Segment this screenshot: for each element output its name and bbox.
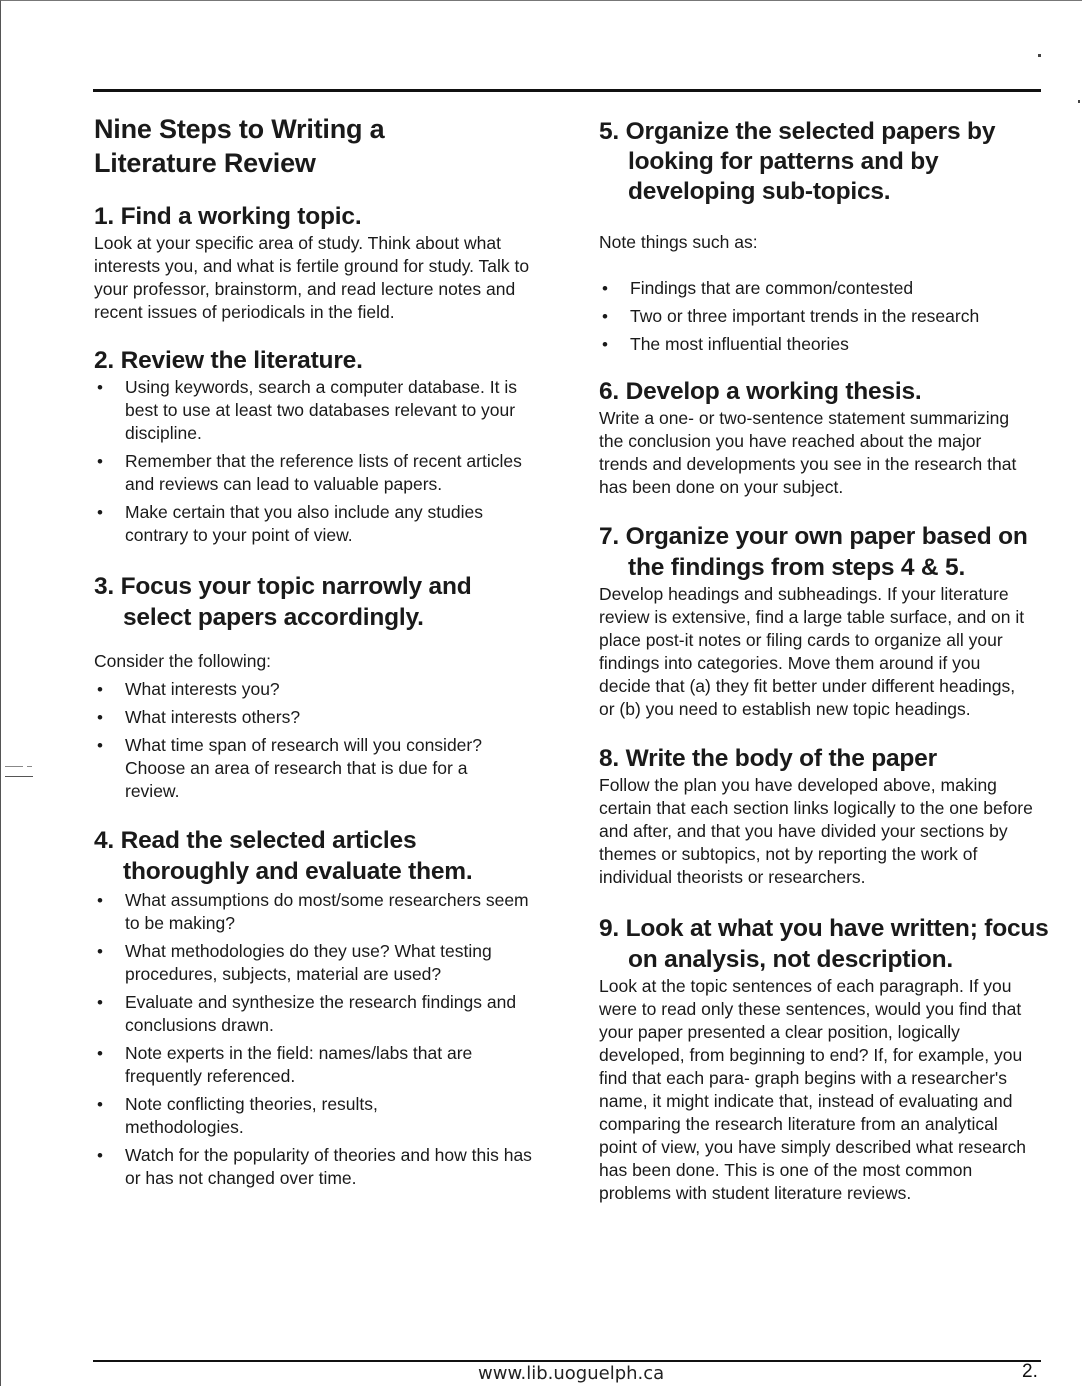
- list-item: • Evaluate and synthesize the research findings and conclusions drawn.: [94, 991, 545, 1037]
- list-item: • What interests you?: [94, 678, 534, 701]
- step-1-heading: 1. Find a working topic.: [94, 203, 362, 230]
- step-9-heading: 9. Look at what you have written; focus on analysis, not description.: [599, 915, 1049, 973]
- margin-mark: [5, 766, 23, 767]
- step-5-bullet-list: [599, 277, 1039, 356]
- step-1-paragraph: Look at your specific area of study. Think about what interests you, and what is fertile ground for study. Talk to your professor, brainstorm, and read lecture notes and recent issues of periodicals in the field.: [94, 233, 530, 322]
- step-5-intro: Note things such as:: [599, 232, 758, 252]
- step-2: [94, 345, 544, 547]
- step-4: [94, 825, 544, 1190]
- right-column: [599, 117, 1049, 1205]
- list-item: • Make certain that you also include any studies contrary to your point of view.: [94, 501, 534, 547]
- margin-mark: [27, 766, 32, 767]
- step-3-heading: 3. Focus your topic narrowly and select papers accordingly.: [94, 573, 472, 631]
- top-rule: [93, 89, 1041, 92]
- step-8: [599, 743, 1039, 889]
- step-8-paragraph: Follow the plan you have developed above, making certain that each section links logically to the one before and after, and that you have divided your sections by themes or subtopics, not by reporting the work of individual theorists or researchers.: [599, 775, 1033, 887]
- step-6-heading: 6. Develop a working thesis.: [599, 378, 922, 405]
- list-item: • Two or three important trends in the research: [599, 305, 1039, 328]
- page-number: 2.: [1022, 1361, 1038, 1382]
- page-title: Nine Steps to Writing a Literature Review: [94, 114, 385, 178]
- scan-speck: [1078, 100, 1080, 103]
- list-item: • What methodologies do they use? What testing procedures, subjects, material are used?: [94, 940, 510, 986]
- list-item: • Findings that are common/contested: [599, 277, 1039, 300]
- list-item: • Note experts in the field: names/labs that are frequently referenced.: [94, 1042, 545, 1088]
- list-item: • Using keywords, search a computer database. It is best to use at least two databases relevant to your discipline.: [94, 376, 534, 445]
- step-4-bullet-list: [94, 889, 534, 1190]
- step-7: [599, 521, 1039, 721]
- step-3: [94, 571, 544, 803]
- step-3-intro: Consider the following:: [94, 651, 272, 671]
- step-8-heading: 8. Write the body of the paper: [599, 745, 937, 772]
- scan-speck: [1038, 54, 1041, 57]
- step-2-bullet-list: [94, 376, 534, 547]
- list-item: • What time span of research will you consider? Choose an area of research that is due for a review.: [94, 734, 525, 803]
- footer-url[interactable]: www.lib.uoguelph.ca: [478, 1363, 665, 1384]
- step-2-heading: 2. Review the literature.: [94, 347, 363, 374]
- step-7-paragraph: Develop headings and subheadings. If your literature review is extensive, find a large table surface, and on it place post-it notes or filing cards to organize all your findings into categories. Move them around if you decide that (a) they fit better under different headings, or (b) you need to establish new topic headings.: [599, 584, 1025, 719]
- list-item: • What interests others?: [94, 706, 534, 729]
- step-1: [94, 201, 544, 324]
- step-5-heading: 5. Organize the selected papers by looking for patterns and by developing sub-topics.: [599, 118, 996, 205]
- step-3-bullet-list: [94, 678, 534, 803]
- step-9: [599, 913, 1049, 1205]
- step-9-paragraph: Look at the topic sentences of each paragraph. If you were to read only these sentences, would you find that your paper presented a clear position, logically developed, from beginning to end? If, for example, you find that each para- graph begins with a researcher's name, it might indicate that, instead of evaluating and comparing the research literature from an analytical point of view, you have simply described what research has been done. This is one of the most common problems with student literature reviews.: [599, 976, 1027, 1203]
- list-item: • Watch for the popularity of theories and how this has or has not changed over time.: [94, 1144, 545, 1190]
- list-item: • Remember that the reference lists of recent articles and reviews can lead to valuable papers.: [94, 450, 534, 496]
- left-column: [94, 112, 544, 1190]
- step-7-heading: 7. Organize your own paper based on the findings from steps 4 & 5.: [599, 523, 1028, 581]
- margin-mark: [5, 776, 33, 777]
- step-6-paragraph: Write a one- or two-sentence statement summarizing the conclusion you have reached about the major trends and developments you see in the research that has been done on your subject.: [599, 408, 1017, 497]
- list-item: • The most influential theories: [599, 333, 1039, 356]
- step-4-heading: 4. Read the selected articles thoroughly and evaluate them.: [94, 827, 473, 885]
- step-5: [599, 117, 1039, 356]
- step-6: [599, 376, 1039, 499]
- list-item: • What assumptions do most/some researchers seem to be making?: [94, 889, 534, 935]
- list-item: • Note conflicting theories, results, methodologies.: [94, 1093, 445, 1139]
